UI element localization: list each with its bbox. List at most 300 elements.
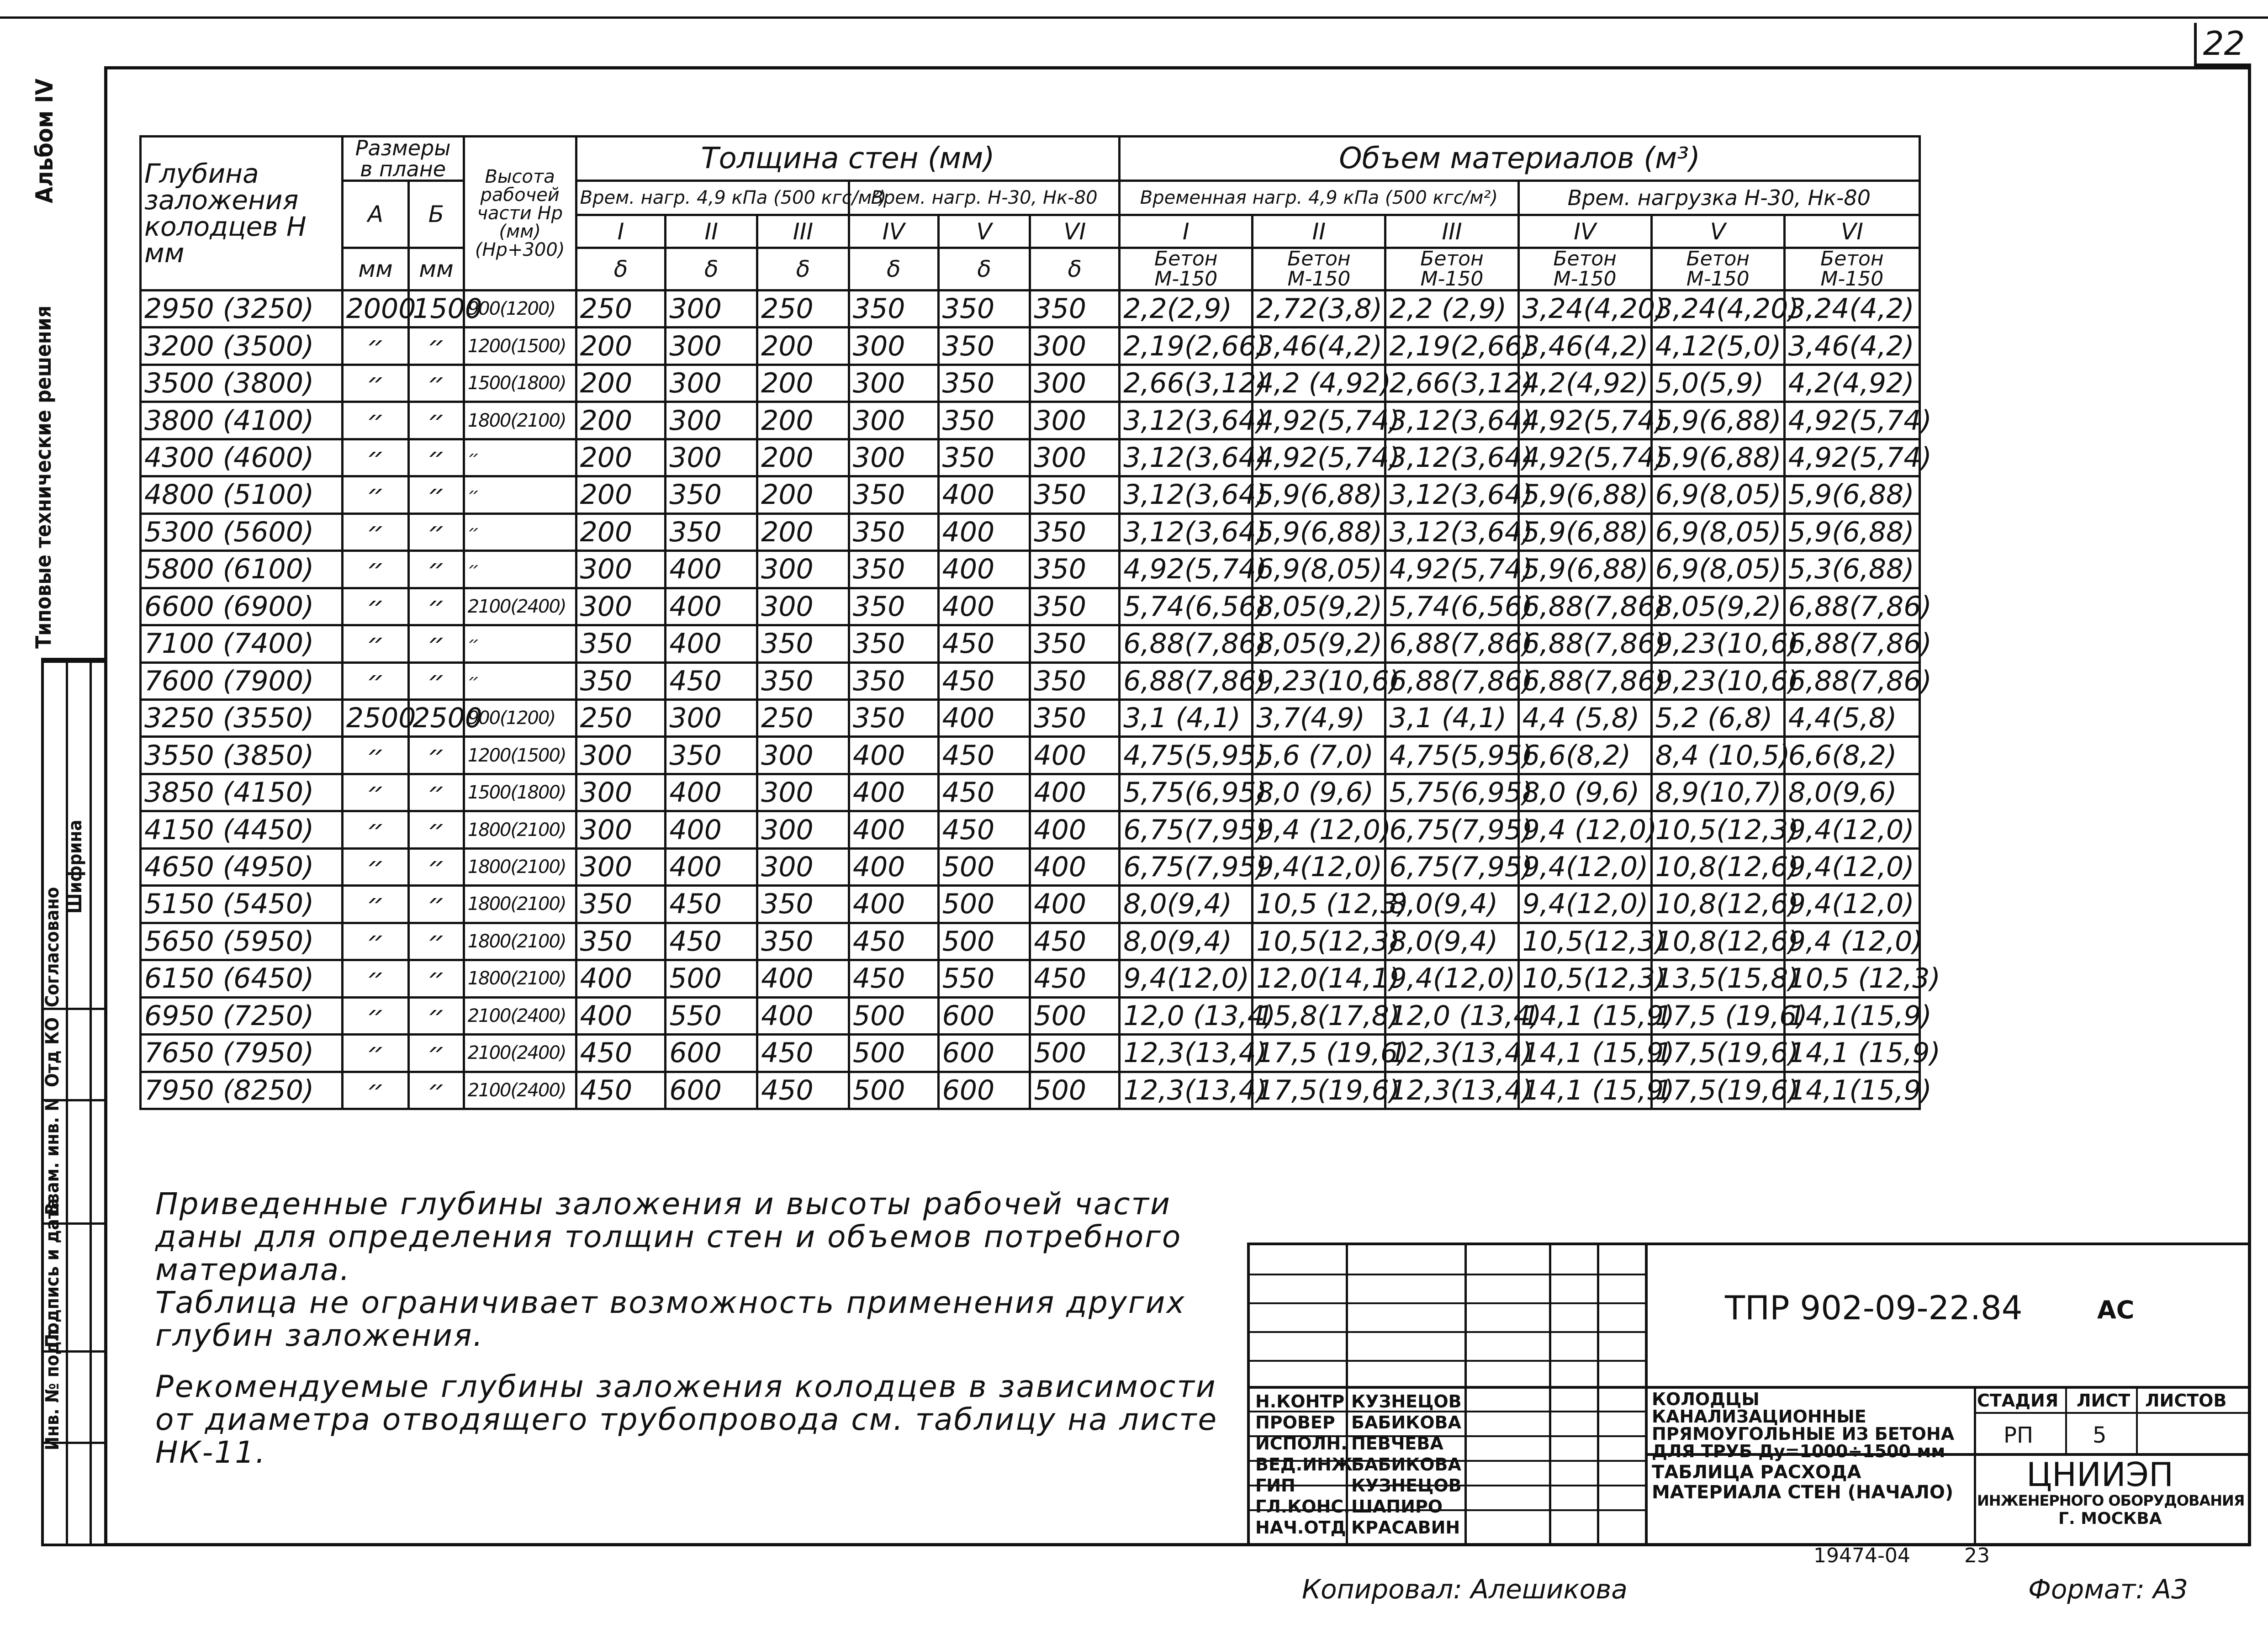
table-cell: 1200(1500) — [464, 328, 576, 365]
table-cell: 550 — [666, 997, 757, 1034]
delta-1: δ — [576, 248, 666, 291]
person-name: ПЕВЧЕВА — [1351, 1433, 1443, 1454]
table-cell: 350 — [757, 662, 849, 699]
table-cell: ״ — [342, 476, 409, 513]
table-cell: 10,5(12,3) — [1253, 923, 1385, 960]
table-row — [141, 886, 1920, 923]
table-cell: 7100 (7400) — [141, 625, 343, 662]
table-cell: 6,6(8,2) — [1784, 737, 1919, 774]
table-cell: 2100(2400) — [464, 1035, 576, 1072]
table-cell: 250 — [757, 291, 849, 328]
table-row — [141, 1072, 1920, 1109]
table-cell: ״ — [409, 737, 464, 774]
table-cell: 350 — [757, 625, 849, 662]
table-cell: 400 — [576, 997, 666, 1034]
table-cell: 9,23(10,6) — [1253, 662, 1385, 699]
table-cell: 350 — [938, 328, 1030, 365]
table-cell: ״ — [409, 625, 464, 662]
table-cell: 450 — [576, 1035, 666, 1072]
table-cell: 12,3(13,4) — [1120, 1072, 1253, 1109]
table-cell: 350 — [938, 365, 1030, 402]
table-cell: 7650 (7950) — [141, 1035, 343, 1072]
table-cell: ״ — [342, 811, 409, 848]
table-cell: 450 — [938, 774, 1030, 811]
table-cell: 350 — [1030, 513, 1120, 550]
table-cell: 14,1 (15,9) — [1518, 997, 1651, 1034]
table-cell: 9,4(12,0) — [1784, 886, 1919, 923]
table-cell: 8,05(9,2) — [1253, 588, 1385, 625]
table-cell: 5,2 (6,8) — [1651, 699, 1784, 736]
table-cell: 350 — [1030, 551, 1120, 588]
table-cell: 400 — [849, 886, 938, 923]
table-cell: 6150 (6450) — [141, 960, 343, 997]
concrete-6: Бетон М-150 — [1784, 248, 1919, 291]
table-cell: 12,3(13,4) — [1385, 1035, 1518, 1072]
table-cell: 400 — [849, 737, 938, 774]
table-cell: 250 — [576, 699, 666, 736]
table-cell: 450 — [1030, 923, 1120, 960]
table-cell: 600 — [938, 997, 1030, 1034]
table-cell: 350 — [757, 923, 849, 960]
table-cell: ״ — [342, 997, 409, 1034]
table-cell: 3250 (3550) — [141, 699, 343, 736]
table-cell: 3,12(3,64) — [1120, 476, 1253, 513]
table-cell: 450 — [576, 1072, 666, 1109]
table-cell: 300 — [757, 811, 849, 848]
table-cell: ״ — [342, 439, 409, 476]
table-cell: 3,46(4,2) — [1518, 328, 1651, 365]
table-cell: 500 — [849, 997, 938, 1034]
header-depth: Глубина заложения колодцев Н мм — [141, 137, 343, 291]
table-cell: 350 — [849, 513, 938, 550]
header-load-49: Врем. нагр. 4,9 кПа (500 кгс/м²) — [576, 181, 849, 215]
surname-label: Шифрина — [65, 820, 86, 914]
table-cell: 400 — [1030, 737, 1120, 774]
table-cell: 4,75(5,95) — [1120, 737, 1253, 774]
table-cell: ״ — [342, 402, 409, 439]
table-cell: 3,24(4,2) — [1784, 291, 1919, 328]
table-cell: 5,0(5,9) — [1651, 365, 1784, 402]
table-cell: 300 — [576, 848, 666, 885]
table-cell: 4,92(5,74) — [1518, 402, 1651, 439]
table-cell: 900(1200) — [464, 291, 576, 328]
table-cell: 5,75(6,95) — [1120, 774, 1253, 811]
table-cell: 7950 (8250) — [141, 1072, 343, 1109]
table-cell: ״ — [342, 588, 409, 625]
table-cell: 7600 (7900) — [141, 662, 343, 699]
table-cell: 400 — [849, 811, 938, 848]
table-cell: 350 — [849, 662, 938, 699]
sheet-value: 5 — [2093, 1422, 2107, 1448]
table-cell: 4,4(5,8) — [1784, 699, 1919, 736]
table-cell: 400 — [666, 625, 757, 662]
table-cell: 10,5 (12,3) — [1253, 886, 1385, 923]
table-cell: 200 — [576, 439, 666, 476]
table-cell: ״ — [409, 439, 464, 476]
table-cell: ״ — [409, 886, 464, 923]
table-cell: 1800(2100) — [464, 848, 576, 885]
table-cell: 3,12(3,64) — [1385, 402, 1518, 439]
table-cell: 3850 (4150) — [141, 774, 343, 811]
table-cell: 250 — [576, 291, 666, 328]
table-cell: 200 — [757, 439, 849, 476]
table-cell: 200 — [576, 476, 666, 513]
table-cell: 500 — [938, 886, 1030, 923]
table-row — [141, 774, 1920, 811]
role-label: Н.КОНТР — [1255, 1391, 1345, 1412]
org-city: Г. МОСКВА — [2058, 1509, 2162, 1528]
concrete-2: Бетон М-150 — [1253, 248, 1385, 291]
table-cell: 300 — [757, 774, 849, 811]
table-cell: 300 — [666, 402, 757, 439]
table-cell: 6,88(7,86) — [1784, 588, 1919, 625]
table-row — [141, 291, 1920, 328]
table-cell: ״ — [409, 551, 464, 588]
table-cell: 450 — [757, 1072, 849, 1109]
sheet-title: ТАБЛИЦА РАСХОДА МАТЕРИАЛА СТЕН (НАЧАЛО) — [1652, 1462, 1954, 1503]
table-cell: 6,9(8,05) — [1651, 513, 1784, 550]
table-cell: ״ — [342, 1035, 409, 1072]
table-cell: 2,19(2,66) — [1385, 328, 1518, 365]
table-cell: 4,12(5,0) — [1651, 328, 1784, 365]
table-row — [141, 1035, 1920, 1072]
table-cell: ״ — [342, 625, 409, 662]
roman-3: III — [757, 215, 849, 248]
table-cell: ״ — [342, 551, 409, 588]
table-cell: 350 — [1030, 699, 1120, 736]
table-cell: 5,3(6,88) — [1784, 551, 1919, 588]
table-cell: 4,92(5,74) — [1253, 402, 1385, 439]
table-cell: 17,5(19,6) — [1651, 1072, 1784, 1109]
table-cell: 5,9(6,88) — [1784, 513, 1919, 550]
table-cell: 5650 (5950) — [141, 923, 343, 960]
table-cell: 6,88(7,86) — [1518, 588, 1651, 625]
table-cell: 4,92(5,74) — [1518, 439, 1651, 476]
table-cell: 2,19(2,66) — [1120, 328, 1253, 365]
table-cell: 350 — [576, 625, 666, 662]
table-cell: 300 — [666, 328, 757, 365]
table-cell: ״ — [409, 588, 464, 625]
series-label: Типовые технические решения — [31, 305, 56, 649]
table-cell: 350 — [1030, 476, 1120, 513]
table-cell: 5,75(6,95) — [1385, 774, 1518, 811]
table-cell: 4,92(5,74) — [1120, 551, 1253, 588]
table-cell: ״ — [409, 1072, 464, 1109]
person-name: КУЗНЕЦОВ — [1351, 1391, 1462, 1412]
table-cell: 8,0 (9,6) — [1518, 774, 1651, 811]
table-cell: 4,92(5,74) — [1784, 402, 1919, 439]
table-cell: ״ — [409, 923, 464, 960]
table-cell: 2500 — [342, 699, 409, 736]
table-cell: 450 — [666, 886, 757, 923]
doc-mark: АС — [2097, 1296, 2135, 1324]
table-cell: 6,75(7,95) — [1385, 811, 1518, 848]
unit-mm-b: мм — [409, 248, 464, 291]
table-cell: 5,74(6,56) — [1385, 588, 1518, 625]
roman-4-vol: IV — [1518, 215, 1651, 248]
table-cell: 5,9(6,88) — [1518, 513, 1651, 550]
table-cell: 3,46(4,2) — [1784, 328, 1919, 365]
org-name: ЦНИИЭП — [2026, 1455, 2174, 1494]
sheets-label: ЛИСТОВ — [2145, 1391, 2227, 1411]
table-cell: 17,5(19,6) — [1651, 1035, 1784, 1072]
table-cell: 350 — [1030, 662, 1120, 699]
table-cell: 4,92(5,74) — [1253, 439, 1385, 476]
table-row — [141, 997, 1920, 1034]
table-cell: 9,4 (12,0) — [1518, 811, 1651, 848]
table-cell: 550 — [938, 960, 1030, 997]
table-cell: 500 — [1030, 997, 1120, 1034]
table-cell: 400 — [938, 513, 1030, 550]
table-cell: 9,23(10,6) — [1651, 662, 1784, 699]
table-cell: 9,4(12,0) — [1784, 811, 1919, 848]
table-cell: 5300 (5600) — [141, 513, 343, 550]
delta-3: δ — [757, 248, 849, 291]
table-cell: 1200(1500) — [464, 737, 576, 774]
table-cell: ״ — [409, 476, 464, 513]
table-cell: 10,8(12,6) — [1651, 848, 1784, 885]
table-cell: ״ — [342, 737, 409, 774]
sign-date-label: Подпись и дата — [42, 1198, 63, 1348]
table-cell: 350 — [1030, 625, 1120, 662]
table-cell: 350 — [938, 291, 1030, 328]
table-cell: 15,8(17,8) — [1253, 997, 1385, 1034]
table-cell: ״ — [409, 513, 464, 550]
table-cell: 14,1 (15,9) — [1784, 1035, 1919, 1072]
table-cell: 350 — [576, 886, 666, 923]
table-cell: 350 — [576, 662, 666, 699]
table-cell: 4,92(5,74) — [1385, 551, 1518, 588]
table-cell: 400 — [1030, 774, 1120, 811]
album-label: Альбом IV — [31, 79, 58, 203]
table-cell: 6,88(7,86) — [1518, 625, 1651, 662]
table-cell: 450 — [849, 923, 938, 960]
table-cell: 200 — [757, 402, 849, 439]
person-name: БАБИКОВА — [1351, 1454, 1461, 1475]
table-cell: 300 — [757, 551, 849, 588]
table-cell: 6,75(7,95) — [1385, 848, 1518, 885]
table-cell: 350 — [849, 625, 938, 662]
stage-label: СТАДИЯ — [1977, 1391, 2059, 1411]
table-cell: 12,0(14,1) — [1253, 960, 1385, 997]
table-cell: 200 — [757, 513, 849, 550]
table-cell: 5,6 (7,0) — [1253, 737, 1385, 774]
person-name: ШАПИРО — [1351, 1497, 1443, 1517]
table-cell: 5,9(6,88) — [1518, 476, 1651, 513]
table-row — [141, 737, 1920, 774]
table-cell: 5,9(6,88) — [1518, 551, 1651, 588]
table-cell: 5,9(6,88) — [1253, 513, 1385, 550]
table-cell: 10,8(12,6) — [1651, 886, 1784, 923]
table-cell: 400 — [1030, 848, 1120, 885]
table-cell: 9,4(12,0) — [1518, 848, 1651, 885]
table-cell: 300 — [1030, 365, 1120, 402]
title-block — [1247, 1243, 2251, 1546]
table-cell: 250 — [757, 699, 849, 736]
table-cell: 5,9(6,88) — [1253, 476, 1385, 513]
stage-value: РП — [2004, 1422, 2034, 1448]
table-cell: ״ — [342, 886, 409, 923]
table-cell: 1800(2100) — [464, 811, 576, 848]
table-cell: 300 — [576, 811, 666, 848]
table-cell: 12,0 (13,4) — [1120, 997, 1253, 1034]
table-cell: 12,3(13,4) — [1120, 1035, 1253, 1072]
table-cell: 400 — [938, 476, 1030, 513]
table-cell: 400 — [666, 774, 757, 811]
table-cell: 12,3(13,4) — [1385, 1072, 1518, 1109]
table-cell: 3,12(3,64) — [1385, 476, 1518, 513]
table-row — [141, 365, 1920, 402]
table-cell: 6,9(8,05) — [1651, 551, 1784, 588]
table-row — [141, 811, 1920, 848]
table-cell: 8,0(9,4) — [1120, 886, 1253, 923]
table-cell: ״ — [409, 960, 464, 997]
table-row — [141, 588, 1920, 625]
table-cell: 350 — [666, 476, 757, 513]
table-cell: 500 — [1030, 1035, 1120, 1072]
table-cell: 8,9(10,7) — [1651, 774, 1784, 811]
table-cell: 8,0(9,4) — [1120, 923, 1253, 960]
table-cell: 450 — [666, 923, 757, 960]
table-cell: 200 — [576, 513, 666, 550]
top-edge-line — [0, 16, 2268, 19]
table-cell: ״ — [342, 328, 409, 365]
table-cell: ״ — [342, 923, 409, 960]
table-cell: 5,9(6,88) — [1651, 439, 1784, 476]
table-cell: 10,5(12,3) — [1518, 960, 1651, 997]
header-col-b: Б — [409, 181, 464, 248]
table-cell: 4800 (5100) — [141, 476, 343, 513]
table-cell: 5,74(6,56) — [1120, 588, 1253, 625]
delta-5: δ — [938, 248, 1030, 291]
table-cell: 3,1 (4,1) — [1120, 699, 1253, 736]
table-cell: 400 — [576, 960, 666, 997]
table-cell: 5,9(6,88) — [1651, 402, 1784, 439]
table-cell: 300 — [757, 737, 849, 774]
person-name: БАБИКОВА — [1351, 1412, 1461, 1433]
delta-2: δ — [666, 248, 757, 291]
table-cell: 17,5 (19,6) — [1253, 1035, 1385, 1072]
table-cell: 400 — [938, 588, 1030, 625]
table-row — [141, 328, 1920, 365]
table-cell: 6,9(8,05) — [1253, 551, 1385, 588]
table-cell: 3,7(4,9) — [1253, 699, 1385, 736]
table-cell: 350 — [666, 513, 757, 550]
table-cell: 9,4 (12,0) — [1784, 923, 1919, 960]
table-cell: 4650 (4950) — [141, 848, 343, 885]
table-cell: 8,0 (9,6) — [1253, 774, 1385, 811]
table-cell: 400 — [1030, 886, 1120, 923]
table-cell: 17,5(19,6) — [1253, 1072, 1385, 1109]
table-cell: 500 — [938, 848, 1030, 885]
table-cell: 450 — [938, 662, 1030, 699]
table-cell: 500 — [938, 923, 1030, 960]
table-row — [141, 699, 1920, 736]
sheet-label: ЛИСТ — [2077, 1391, 2131, 1411]
table-cell: 6,88(7,86) — [1120, 625, 1253, 662]
note-2: Таблица не ограничивает возможность применения других глубин заложения. — [155, 1285, 1186, 1353]
table-cell: 400 — [666, 848, 757, 885]
table-cell: 6,88(7,86) — [1385, 625, 1518, 662]
table-cell: 9,4(12,0) — [1253, 848, 1385, 885]
table-cell: 2950 (3250) — [141, 291, 343, 328]
table-cell: 10,8(12,6) — [1651, 923, 1784, 960]
table-cell: 350 — [849, 551, 938, 588]
table-cell: 350 — [1030, 588, 1120, 625]
table-cell: 300 — [1030, 439, 1120, 476]
table-cell: 400 — [666, 588, 757, 625]
table-cell: 200 — [576, 328, 666, 365]
table-cell: 17,5 (19,6) — [1651, 997, 1784, 1034]
table-row — [141, 848, 1920, 885]
table-cell: 300 — [576, 737, 666, 774]
note-1: Приведенные глубины заложения и высоты рабочей части даны для определения толщин стен и объемов потребного материала. — [155, 1186, 1182, 1287]
header-load-49-full: Временная нагр. 4,9 кПа (500 кгс/м²) — [1120, 181, 1518, 215]
table-cell: 14,1(15,9) — [1784, 1072, 1919, 1109]
table-cell: 6,75(7,95) — [1120, 848, 1253, 885]
table-cell: 13,5(15,8) — [1651, 960, 1784, 997]
table-cell: 9,23(10,6) — [1651, 625, 1784, 662]
table-cell: 6,88(7,86) — [1120, 662, 1253, 699]
table-cell: 8,0(9,6) — [1784, 774, 1919, 811]
table-cell: 200 — [576, 402, 666, 439]
table-cell: 300 — [1030, 402, 1120, 439]
person-name: КУЗНЕЦОВ — [1351, 1475, 1462, 1496]
table-row — [141, 960, 1920, 997]
table-cell: 4300 (4600) — [141, 439, 343, 476]
table-cell: 350 — [938, 402, 1030, 439]
table-cell: 300 — [666, 439, 757, 476]
table-cell: ״ — [464, 439, 576, 476]
concrete-3: Бетон М-150 — [1385, 248, 1518, 291]
table-cell: 600 — [938, 1072, 1030, 1109]
table-cell: 350 — [849, 588, 938, 625]
delta-4: δ — [849, 248, 938, 291]
table-cell: ״ — [342, 662, 409, 699]
roman-1-vol: I — [1120, 215, 1253, 248]
dept-label: Отд КО — [42, 1017, 63, 1087]
table-cell: 4,2(4,92) — [1518, 365, 1651, 402]
table-row — [141, 513, 1920, 550]
copied-by: Копировал: Алешикова — [1302, 1574, 1628, 1605]
header-volume: Объем материалов (м³) — [1120, 137, 1920, 181]
table-cell: 9,4(12,0) — [1120, 960, 1253, 997]
table-cell: 200 — [576, 365, 666, 402]
table-cell: 1800(2100) — [464, 402, 576, 439]
table-cell: 500 — [1030, 1072, 1120, 1109]
table-cell: 6,88(7,86) — [1518, 662, 1651, 699]
role-label: ИСПОЛН. — [1255, 1433, 1348, 1454]
table-cell: ״ — [464, 625, 576, 662]
table-cell: ״ — [464, 513, 576, 550]
table-cell: 500 — [666, 960, 757, 997]
table-cell: ״ — [409, 997, 464, 1034]
table-row — [141, 551, 1920, 588]
table-cell: 1800(2100) — [464, 923, 576, 960]
table-cell: 300 — [849, 402, 938, 439]
notes — [155, 1188, 1252, 1469]
table-row — [141, 625, 1920, 662]
table-cell: 1500 — [409, 291, 464, 328]
table-cell: 350 — [1030, 291, 1120, 328]
table-cell: 8,0(9,4) — [1385, 886, 1518, 923]
table-cell: 4150 (4450) — [141, 811, 343, 848]
table-cell: 9,4(12,0) — [1518, 886, 1651, 923]
table-cell: 400 — [1030, 811, 1120, 848]
note-3: Рекомендуемые глубины заложения колодцев в зависимости от диаметра отводящего трубопровода см. таблицу на листе НК-11. — [155, 1369, 1218, 1470]
table-cell: 2100(2400) — [464, 1072, 576, 1109]
roman-6: VI — [1030, 215, 1120, 248]
